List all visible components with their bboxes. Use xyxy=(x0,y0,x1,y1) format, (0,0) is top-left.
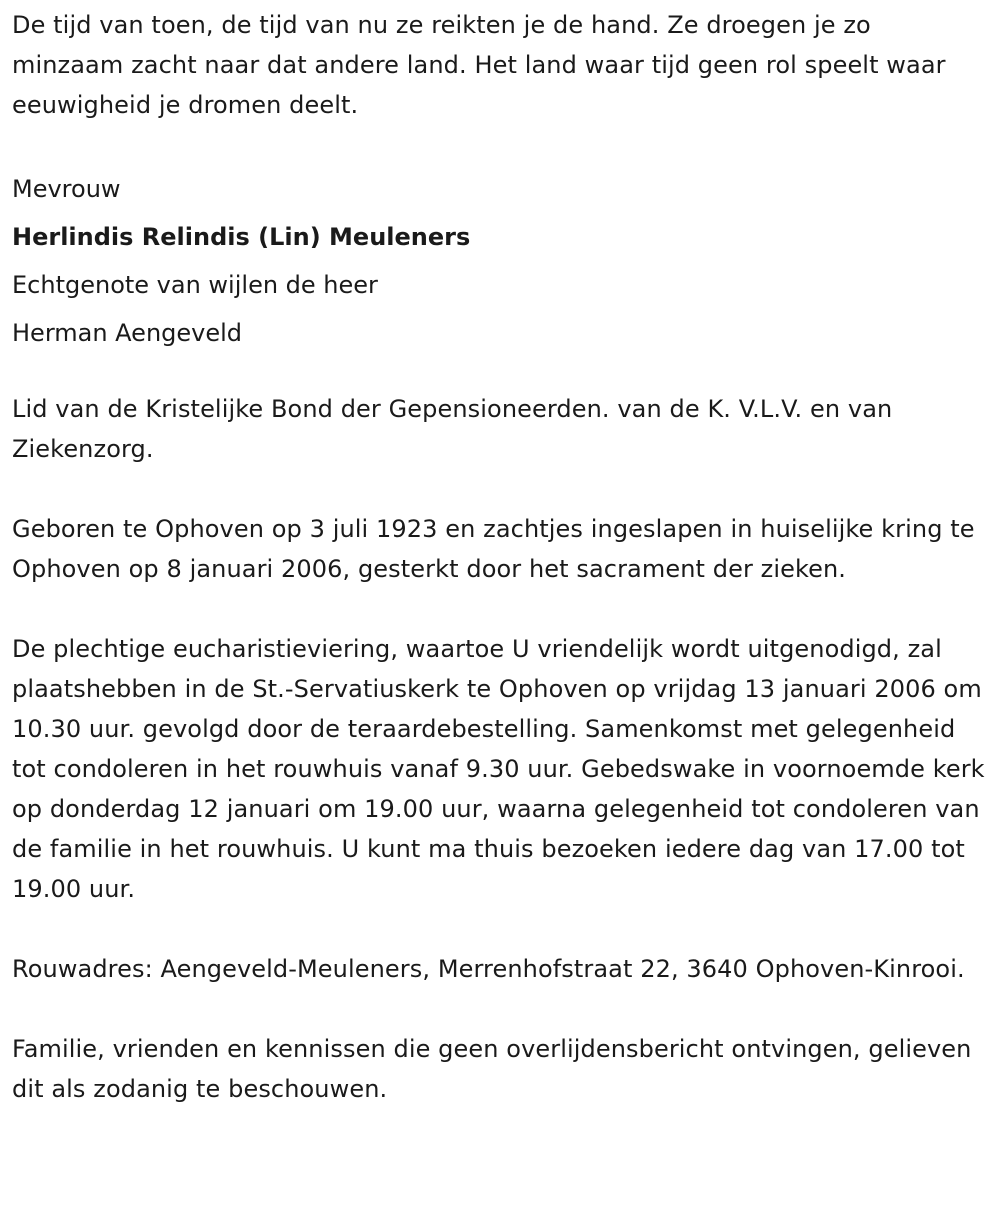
poem-paragraph: De tijd van toen, de tijd van nu ze reikten je de hand. Ze droegen je zo minzaam zacht naar dat andere land. Het land waar tijd geen rol speelt waar eeuwigheid je dromen deelt. xyxy=(12,11,946,119)
ceremony-paragraph: De plechtige eucharistieviering, waartoe U vriendelijk wordt uitgenodigd, zal plaatshebben in de St.-Servatiuskerk te Ophoven op vrijdag 13 januari 2006 om 10.30 uur. gevolgd door de teraardebestelling. Samenkomst met gelegenheid tot condoleren in het rouwhuis vanaf 9.30 uur. Gebedswake in voornoemde kerk op donderdag 12 januari om 19.00 uur, waarna gelegenheid tot condoleren van de familie in het rouwhuis. U kunt ma thuis bezoeken iedere dag van 17.00 tot 19.00 uur. xyxy=(12,635,985,903)
spacer xyxy=(12,589,988,629)
salutation: Mevrouw xyxy=(12,175,121,203)
spacer xyxy=(12,125,988,165)
membership-paragraph: Lid van de Kristelijke Bond der Gepensioneerden. van de K. V.L.V. en van Ziekenzorg. xyxy=(12,395,893,463)
spacer xyxy=(12,989,988,1029)
spouse-name: Herman Aengeveld xyxy=(12,319,243,347)
birth-death-paragraph: Geboren te Ophoven op 3 juli 1923 en zachtjes ingeslapen in huiselijke kring te Ophoven op 8 januari 2006, gesterkt door het sacrament der zieken. xyxy=(12,515,975,583)
relation-text: Echtgenote van wijlen de heer xyxy=(12,271,378,299)
spacer xyxy=(12,469,988,509)
closing-paragraph: Familie, vrienden en kennissen die geen overlijdensbericht ontvingen, gelieven dit als zodanig te beschouwen. xyxy=(12,1035,972,1103)
address-paragraph: Rouwadres: Aengeveld-Meuleners, Merrenhofstraat 22, 3640 Ophoven-Kinrooi. xyxy=(12,955,965,983)
spacer xyxy=(12,909,988,949)
deceased-name: Herlindis Relindis (Lin) Meuleners xyxy=(12,223,471,251)
spacer xyxy=(12,357,988,389)
